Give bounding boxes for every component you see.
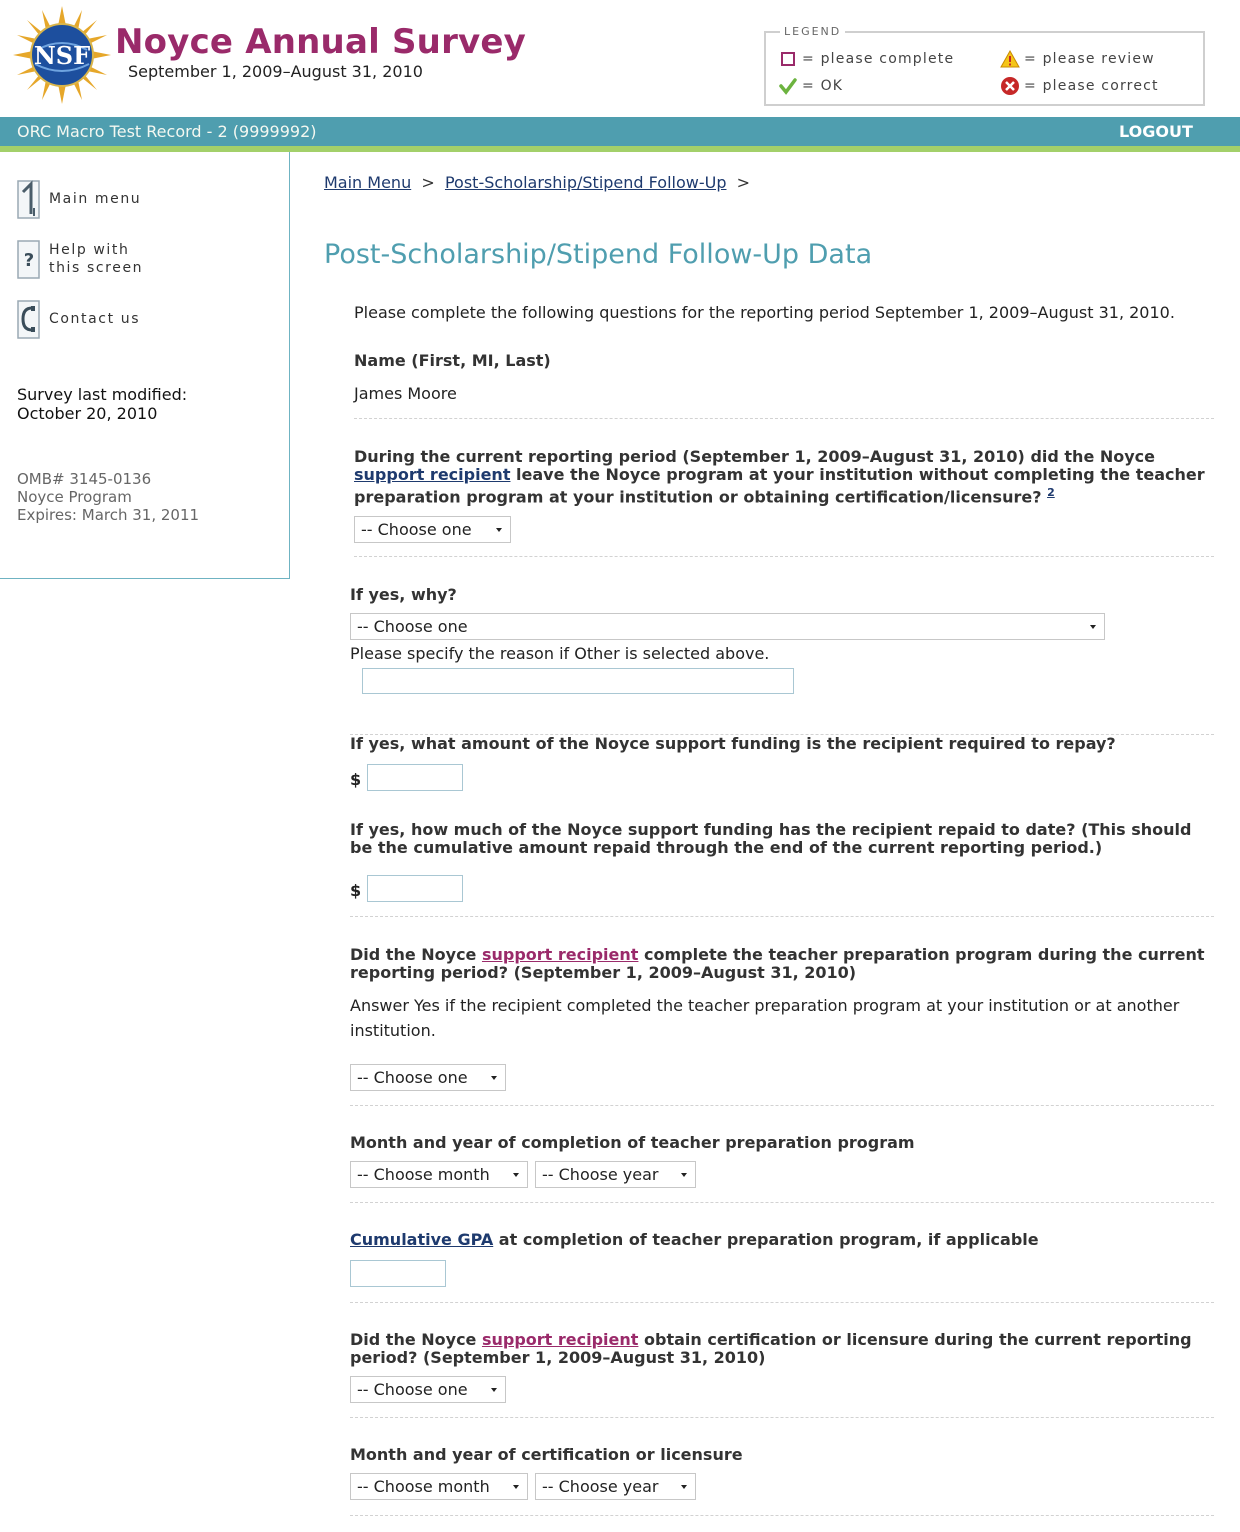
nsf-logo [13,6,111,104]
q-gpa-label [350,1231,1039,1249]
q-complete-note: Answer Yes if the recipient completed the teacher preparation program at your institution or at another institution. [350,996,1180,1040]
q-complete-label [350,946,1214,982]
survey-modified-label: Survey last modified: [17,385,188,404]
divider [350,1105,1214,1106]
q-left-program-text-1: During the current reporting period (September 1, 2009–August 31, 2010) did the Noyce [354,447,1156,466]
q-left-program-text-2: leave the Noyce program at your institution without completing the teacher preparation program at your institution or obtaining certification/licensure? [354,465,1205,507]
cumulative-gpa-link[interactable]: Cumulative GPA [350,1230,494,1249]
legend-please-review-label: = please review [1024,51,1155,67]
divider [350,1515,1214,1516]
complete-select[interactable] [350,1064,506,1091]
cert-year-select[interactable] [535,1473,696,1500]
divider [350,1417,1214,1418]
completion-year-value: -- Choose year [542,1165,659,1184]
legend-please-complete [778,49,954,69]
legend-ok-label: = OK [802,78,844,94]
cert-year-value: -- Choose year [542,1477,659,1496]
app-title: Noyce Annual Survey [115,22,527,62]
sidebar-main-menu[interactable] [17,178,159,220]
legend-title: LEGEND [780,25,845,38]
chevron-down-icon [491,1388,497,1392]
currency-symbol: $ [350,881,362,900]
q-complete-text-2: complete the teacher preparation program during the current reporting period? (September 1, 2009–August 31, 2010) [350,945,1205,982]
chevron-down-icon [681,1485,687,1489]
legend [764,25,1205,106]
q-cert-date-label: Month and year of certification or licensure [350,1445,743,1464]
sidebar-help[interactable] [17,238,159,280]
currency-symbol: $ [350,770,362,789]
completion-month-value: -- Choose month [357,1165,490,1184]
omb-number: OMB# 3145-0136 [17,470,152,488]
specify-reason-label: Please specify the reason if Other is selected above. [350,644,770,663]
legend-ok [778,76,843,96]
app-period: September 1, 2009–August 31, 2010 [128,62,423,81]
divider [354,418,1214,419]
why-select-value: -- Choose one [357,617,468,636]
chevron-down-icon [491,1076,497,1080]
record-label: ORC Macro Test Record - 2 (9999992) [17,122,317,141]
survey-modified-date: October 20, 2010 [17,404,158,423]
cert-select[interactable] [350,1376,506,1403]
q-completion-date-label: Month and year of completion of teacher preparation program [350,1133,915,1152]
empty-square-icon [778,49,798,69]
footnote-link[interactable]: 2 [1047,486,1055,499]
sidebar-contact[interactable] [17,298,159,340]
q-repaid-label: If yes, how much of the Noyce support funding has the recipient repaid to date? (This should be the cumulative amount repaid through the end of the current reporting period.) [350,820,1192,857]
error-x-icon [1000,76,1020,96]
warning-icon [1000,49,1020,69]
sidebar-contact-label: Contact us [49,311,141,327]
sidebar-help-label: Help with this screen [49,242,144,276]
support-recipient-link[interactable]: support recipient [481,945,639,964]
cert-month-value: -- Choose month [357,1477,490,1496]
legend-please-correct-label: = please correct [1024,78,1159,94]
q-cert-label [350,1331,1214,1367]
cert-month-select[interactable] [350,1473,528,1500]
omb-expires: Expires: March 31, 2011 [17,506,200,524]
checkmark-icon [778,76,798,96]
repay-amount-input[interactable] [367,764,463,791]
svg-text:NSF: NSF [33,41,91,70]
complete-select-value: -- Choose one [357,1068,468,1087]
name-value: James Moore [354,384,457,403]
intro-text: Please complete the following questions for the reporting period September 1, 2009–August 31, 2010. [354,303,1175,322]
q-left-program-label [354,448,1214,506]
chevron-down-icon [513,1173,519,1177]
sidebar-main-menu-label: Main menu [49,191,142,207]
divider [354,556,1214,557]
omb-info [17,470,199,524]
q-gpa-text: at completion of teacher preparation program, if applicable [493,1230,1039,1249]
phone-icon [17,298,41,340]
why-select[interactable] [350,613,1105,640]
left-program-select-value: -- Choose one [361,520,472,539]
q-repay-label: If yes, what amount of the Noyce support funding is the recipient required to repay? [350,734,1116,753]
legend-please-review [1000,49,1155,69]
chevron-down-icon [513,1485,519,1489]
divider [350,1202,1214,1203]
breadcrumb-main-menu[interactable]: Main Menu [324,173,412,192]
help-icon [17,238,41,280]
header [0,0,1240,117]
divider [350,1302,1214,1303]
chevron-down-icon [681,1173,687,1177]
q-cert-text-2: obtain certification or licensure during the current reporting period? (September 1, 2009–August 31, 2010) [350,1330,1192,1367]
divider [350,916,1214,917]
main-menu-icon [17,178,41,220]
svg-text:?: ? [23,250,35,271]
q-complete-text-1: Did the Noyce [350,945,482,964]
name-label: Name (First, MI, Last) [354,351,551,370]
q-why-label: If yes, why? [350,585,457,604]
page-title: Post-Scholarship/Stipend Follow-Up Data [324,239,873,270]
completion-month-select[interactable] [350,1161,528,1188]
chevron-down-icon [1090,625,1096,629]
left-program-select[interactable] [354,516,511,543]
breadcrumb-separator: > [421,173,435,192]
legend-please-complete-label: = please complete [802,51,955,67]
specify-reason-input[interactable] [362,668,794,694]
omb-program: Noyce Program [17,488,132,506]
gpa-input[interactable] [350,1260,446,1287]
breadcrumb [324,173,750,192]
q-cert-text-1: Did the Noyce [350,1330,482,1349]
legend-please-correct [1000,76,1159,96]
repaid-amount-input[interactable] [367,875,463,902]
completion-year-select[interactable] [535,1161,696,1188]
support-recipient-link[interactable]: support recipient [481,1330,639,1349]
chevron-down-icon [496,528,502,532]
breadcrumb-separator: > [736,173,751,192]
cert-select-value: -- Choose one [357,1380,468,1399]
breadcrumb-section[interactable]: Post-Scholarship/Stipend Follow-Up [444,173,727,192]
logout-link[interactable]: LOGOUT [1119,122,1193,141]
support-recipient-link[interactable]: support recipient [354,465,511,484]
